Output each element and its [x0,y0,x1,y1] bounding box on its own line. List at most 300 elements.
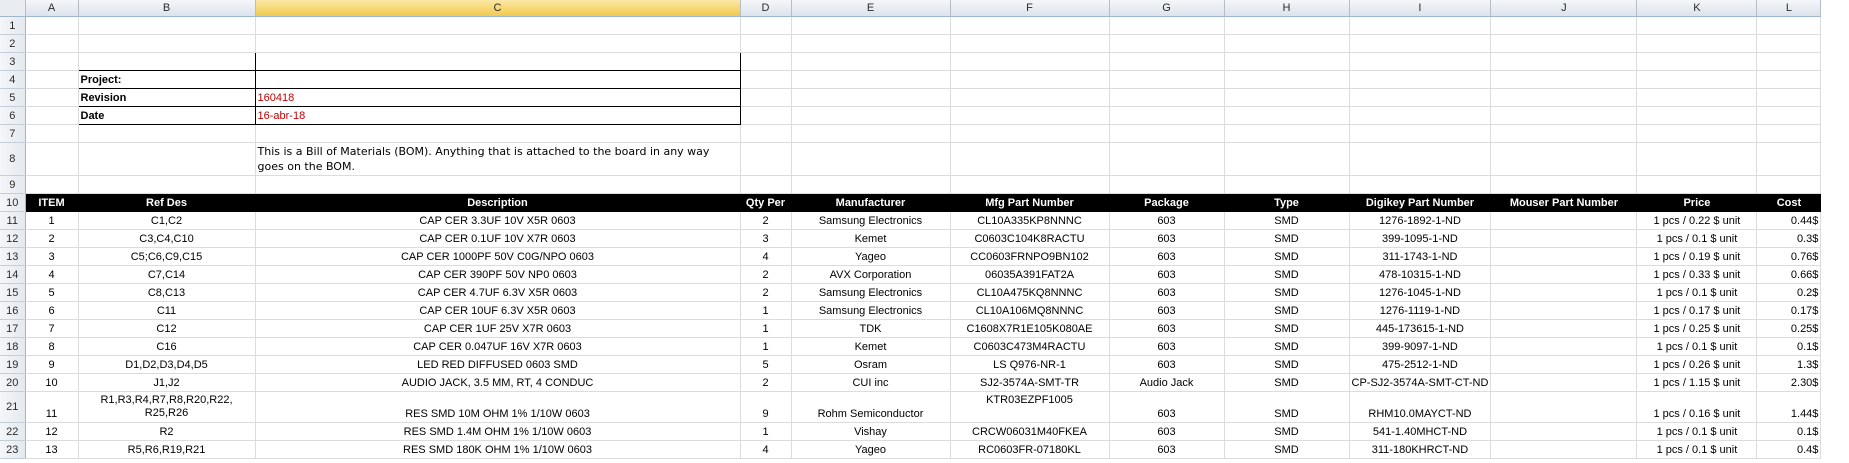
bom-mfg-part-number[interactable]: KTR03EZPF1005 [950,392,1109,423]
bom-digikey-part-number[interactable]: 311-1743-1-ND [1349,248,1491,266]
bom-mouser-part-number[interactable] [1491,441,1637,459]
cell[interactable] [1757,143,1821,176]
bom-qty[interactable]: 3 [740,230,791,248]
bom-mouser-part-number[interactable] [1491,356,1637,374]
cell[interactable] [1109,107,1224,125]
cell[interactable] [1637,53,1757,71]
cell[interactable] [1491,89,1637,107]
project-value[interactable] [255,71,740,89]
cell[interactable] [791,125,950,143]
bom-mfg-part-number[interactable]: CL10A335KP8NNNC [950,212,1109,230]
cell[interactable] [25,176,78,194]
bom-cost[interactable]: 0.4$ [1757,441,1821,459]
row-header[interactable]: 16 [0,302,25,320]
cell[interactable] [1757,35,1821,53]
cell[interactable] [1224,53,1349,71]
bom-ref-des[interactable]: C11 [78,302,255,320]
bom-price[interactable]: 1 pcs / 0.19 $ unit [1637,248,1757,266]
bom-description[interactable]: RES SMD 180K OHM 1% 1/10W 0603 [255,441,740,459]
bom-mouser-part-number[interactable] [1491,248,1637,266]
bom-digikey-part-number[interactable]: RHM10.0MAYCT-ND [1349,392,1491,423]
bom-mouser-part-number[interactable] [1491,212,1637,230]
bom-mouser-part-number[interactable] [1491,374,1637,392]
column-header[interactable]: A [25,0,78,17]
project-box-top-right[interactable] [255,53,740,71]
bom-mfg-part-number[interactable]: 06035A391FAT2A [950,266,1109,284]
cell[interactable] [1109,53,1224,71]
project-box-top-left[interactable] [78,53,255,71]
cell[interactable] [791,89,950,107]
bom-mfg-part-number[interactable]: CC0603FRNPO9BN102 [950,248,1109,266]
cell[interactable] [25,17,78,35]
bom-package[interactable]: 603 [1109,392,1224,423]
cell[interactable] [25,71,78,89]
cell[interactable] [1349,71,1491,89]
bom-package[interactable]: 603 [1109,230,1224,248]
cell[interactable] [950,176,1109,194]
cell[interactable] [791,17,950,35]
cell[interactable] [1757,71,1821,89]
cell[interactable] [1757,176,1821,194]
bom-description[interactable]: CAP CER 10UF 6.3V X5R 0603 [255,302,740,320]
bom-manufacturer[interactable]: Samsung Electronics [791,212,950,230]
bom-ref-des[interactable]: C12 [78,320,255,338]
bom-price[interactable]: 1 pcs / 0.17 $ unit [1637,302,1757,320]
bom-package[interactable]: 603 [1109,356,1224,374]
select-all-corner[interactable] [0,0,25,17]
bom-package[interactable]: 603 [1109,248,1224,266]
cell[interactable] [1349,143,1491,176]
bom-digikey-part-number[interactable]: 311-180KHRCT-ND [1349,441,1491,459]
cell[interactable] [1637,143,1757,176]
bom-price[interactable]: 1 pcs / 1.15 $ unit [1637,374,1757,392]
bom-qty[interactable]: 4 [740,248,791,266]
bom-item[interactable]: 6 [25,302,78,320]
cell[interactable] [25,125,78,143]
cell[interactable] [25,35,78,53]
cell[interactable] [1491,71,1637,89]
cell[interactable] [740,71,791,89]
bom-qty[interactable]: 1 [740,302,791,320]
column-header-selected[interactable]: C [255,0,740,17]
cell[interactable] [1109,176,1224,194]
cell[interactable] [1757,107,1821,125]
cell[interactable] [1349,176,1491,194]
bom-package[interactable]: 603 [1109,266,1224,284]
bom-description[interactable]: CAP CER 1UF 25V X7R 0603 [255,320,740,338]
cell[interactable] [1349,53,1491,71]
cell[interactable] [25,89,78,107]
cell[interactable] [791,176,950,194]
header-digikey-part-number[interactable]: Digikey Part Number [1349,194,1491,212]
bom-mfg-part-number[interactable]: CL10A106MQ8NNNC [950,302,1109,320]
bom-description[interactable]: RES SMD 10M OHM 1% 1/10W 0603 [255,392,740,423]
bom-qty[interactable]: 9 [740,392,791,423]
bom-note[interactable]: This is a Bill of Materials (BOM). Anything that is attached to the board in any way goes on the BOM. [255,143,740,176]
row-header[interactable]: 12 [0,230,25,248]
cell[interactable] [791,35,950,53]
cell[interactable] [791,107,950,125]
cell[interactable] [1349,89,1491,107]
bom-manufacturer[interactable]: Samsung Electronics [791,302,950,320]
row-header[interactable]: 23 [0,441,25,459]
cell[interactable] [1491,176,1637,194]
bom-item[interactable]: 12 [25,423,78,441]
cell[interactable] [1224,17,1349,35]
bom-digikey-part-number[interactable]: 399-9097-1-ND [1349,338,1491,356]
bom-manufacturer[interactable]: AVX Corporation [791,266,950,284]
bom-cost[interactable]: 0.76$ [1757,248,1821,266]
bom-cost[interactable]: 0.66$ [1757,266,1821,284]
bom-item[interactable]: 3 [25,248,78,266]
cell[interactable] [78,143,255,176]
cell[interactable] [1224,107,1349,125]
cell[interactable] [1109,17,1224,35]
cell[interactable] [1637,35,1757,53]
bom-package[interactable]: 603 [1109,441,1224,459]
row-header[interactable]: 4 [0,71,25,89]
cell[interactable] [740,89,791,107]
bom-description[interactable]: CAP CER 0.047UF 16V X7R 0603 [255,338,740,356]
bom-ref-des[interactable]: D1,D2,D3,D4,D5 [78,356,255,374]
bom-cost[interactable]: 1.3$ [1757,356,1821,374]
header-type[interactable]: Type [1224,194,1349,212]
row-header[interactable]: 18 [0,338,25,356]
cell[interactable] [1349,35,1491,53]
header-description[interactable]: Description [255,194,740,212]
bom-mouser-part-number[interactable] [1491,302,1637,320]
cell[interactable] [1491,107,1637,125]
bom-description[interactable]: CAP CER 0.1UF 10V X7R 0603 [255,230,740,248]
bom-price[interactable]: 1 pcs / 0.1 $ unit [1637,441,1757,459]
bom-description[interactable]: AUDIO JACK, 3.5 MM, RT, 4 CONDUC [255,374,740,392]
bom-price[interactable]: 1 pcs / 0.25 $ unit [1637,320,1757,338]
bom-package[interactable]: 603 [1109,423,1224,441]
bom-price[interactable]: 1 pcs / 0.33 $ unit [1637,266,1757,284]
cell[interactable] [1491,143,1637,176]
cell[interactable] [740,17,791,35]
bom-package[interactable]: 603 [1109,302,1224,320]
cell[interactable] [1757,17,1821,35]
bom-price[interactable]: 1 pcs / 0.1 $ unit [1637,230,1757,248]
bom-digikey-part-number[interactable]: 475-2512-1-ND [1349,356,1491,374]
cell[interactable] [78,17,255,35]
row-header[interactable]: 3 [0,53,25,71]
bom-type[interactable]: SMD [1224,356,1349,374]
bom-type[interactable]: SMD [1224,423,1349,441]
bom-qty[interactable]: 2 [740,374,791,392]
row-header[interactable]: 22 [0,423,25,441]
column-header[interactable]: I [1349,0,1491,17]
cell[interactable] [1491,35,1637,53]
bom-manufacturer[interactable]: TDK [791,320,950,338]
bom-mouser-part-number[interactable] [1491,392,1637,423]
bom-digikey-part-number[interactable]: 399-1095-1-ND [1349,230,1491,248]
bom-mfg-part-number[interactable]: C1608X7R1E105K080AE [950,320,1109,338]
bom-qty[interactable]: 1 [740,320,791,338]
bom-type[interactable]: SMD [1224,248,1349,266]
revision-value[interactable]: 160418 [255,89,740,107]
cell[interactable] [1109,143,1224,176]
bom-mfg-part-number[interactable]: LS Q976-NR-1 [950,356,1109,374]
bom-description[interactable]: LED RED DIFFUSED 0603 SMD [255,356,740,374]
row-header[interactable]: 5 [0,89,25,107]
cell[interactable] [1637,17,1757,35]
cell[interactable] [1349,107,1491,125]
bom-mfg-part-number[interactable]: C0603C104K8RACTU [950,230,1109,248]
bom-mfg-part-number[interactable]: SJ2-3574A-SMT-TR [950,374,1109,392]
cell[interactable] [740,143,791,176]
column-header[interactable]: K [1637,0,1757,17]
bom-ref-des[interactable]: C8,C13 [78,284,255,302]
cell[interactable] [740,125,791,143]
bom-manufacturer[interactable]: Vishay [791,423,950,441]
bom-cost[interactable]: 0.2$ [1757,284,1821,302]
cell[interactable] [1757,125,1821,143]
bom-type[interactable]: SMD [1224,374,1349,392]
cell[interactable] [78,125,255,143]
bom-cost[interactable]: 0.3$ [1757,230,1821,248]
bom-mouser-part-number[interactable] [1491,230,1637,248]
bom-digikey-part-number[interactable]: 1276-1892-1-ND [1349,212,1491,230]
column-header[interactable]: F [950,0,1109,17]
header-manufacturer[interactable]: Manufacturer [791,194,950,212]
cell[interactable] [1637,89,1757,107]
cell[interactable] [1637,176,1757,194]
bom-cost[interactable]: 2.30$ [1757,374,1821,392]
bom-cost[interactable]: 0.17$ [1757,302,1821,320]
bom-mfg-part-number[interactable]: C0603C473M4RACTU [950,338,1109,356]
cell[interactable] [950,89,1109,107]
cell[interactable] [1109,89,1224,107]
bom-description[interactable]: CAP CER 1000PF 50V C0G/NPO 0603 [255,248,740,266]
bom-digikey-part-number[interactable]: 541-1.40MHCT-ND [1349,423,1491,441]
bom-mouser-part-number[interactable] [1491,266,1637,284]
bom-description[interactable]: CAP CER 3.3UF 10V X5R 0603 [255,212,740,230]
bom-item[interactable]: 11 [25,392,78,423]
cell[interactable] [1349,125,1491,143]
bom-manufacturer[interactable]: Rohm Semiconductor [791,392,950,423]
header-mouser-part-number[interactable]: Mouser Part Number [1491,194,1637,212]
bom-mouser-part-number[interactable] [1491,423,1637,441]
cell[interactable] [791,53,950,71]
column-header[interactable]: D [740,0,791,17]
bom-mouser-part-number[interactable] [1491,338,1637,356]
bom-type[interactable]: SMD [1224,302,1349,320]
cell[interactable] [1224,176,1349,194]
bom-ref-des[interactable]: C5;C6,C9,C15 [78,248,255,266]
bom-ref-des[interactable]: C1,C2 [78,212,255,230]
cell[interactable] [1491,125,1637,143]
bom-mfg-part-number[interactable]: RC0603FR-07180KL [950,441,1109,459]
cell[interactable] [1757,53,1821,71]
row-header[interactable]: 6 [0,107,25,125]
bom-qty[interactable]: 2 [740,266,791,284]
bom-digikey-part-number[interactable]: 1276-1045-1-ND [1349,284,1491,302]
bom-qty[interactable]: 1 [740,338,791,356]
cell[interactable] [950,125,1109,143]
bom-digikey-part-number[interactable]: 445-173615-1-ND [1349,320,1491,338]
date-value[interactable]: 16-abr-18 [255,107,740,125]
bom-item[interactable]: 5 [25,284,78,302]
cell[interactable] [1349,17,1491,35]
row-header[interactable]: 2 [0,35,25,53]
bom-price[interactable]: 1 pcs / 0.1 $ unit [1637,284,1757,302]
bom-price[interactable]: 1 pcs / 0.16 $ unit [1637,392,1757,423]
bom-digikey-part-number[interactable]: CP-SJ2-3574A-SMT-CT-ND [1349,374,1491,392]
column-header[interactable]: H [1224,0,1349,17]
bom-cost[interactable]: 0.44$ [1757,212,1821,230]
cell[interactable] [255,17,740,35]
row-header[interactable]: 13 [0,248,25,266]
header-mfg-part-number[interactable]: Mfg Part Number [950,194,1109,212]
bom-cost[interactable]: 0.1$ [1757,423,1821,441]
cell[interactable] [25,143,78,176]
bom-manufacturer[interactable]: Osram [791,356,950,374]
cell[interactable] [740,107,791,125]
bom-package[interactable]: 603 [1109,284,1224,302]
bom-package[interactable]: 603 [1109,320,1224,338]
bom-ref-des[interactable]: C7,C14 [78,266,255,284]
bom-ref-des[interactable]: C16 [78,338,255,356]
bom-ref-des[interactable]: R1,R3,R4,R7,R8,R20,R22, R25,R26 [78,392,255,423]
bom-type[interactable]: SMD [1224,392,1349,423]
bom-type[interactable]: SMD [1224,320,1349,338]
bom-description[interactable]: CAP CER 4.7UF 6.3V X5R 0603 [255,284,740,302]
bom-item[interactable]: 10 [25,374,78,392]
bom-item[interactable]: 13 [25,441,78,459]
row-header[interactable]: 11 [0,212,25,230]
cell[interactable] [255,35,740,53]
header-package[interactable]: Package [1109,194,1224,212]
cell[interactable] [791,143,950,176]
bom-package[interactable]: Audio Jack [1109,374,1224,392]
cell[interactable] [740,176,791,194]
bom-item[interactable]: 1 [25,212,78,230]
cell[interactable] [1224,71,1349,89]
bom-manufacturer[interactable]: Kemet [791,338,950,356]
row-header[interactable]: 9 [0,176,25,194]
cell[interactable] [25,107,78,125]
cell[interactable] [255,125,740,143]
header-price[interactable]: Price [1637,194,1757,212]
row-header[interactable]: 14 [0,266,25,284]
bom-item[interactable]: 8 [25,338,78,356]
row-header[interactable]: 15 [0,284,25,302]
bom-ref-des[interactable]: R2 [78,423,255,441]
cell[interactable] [1224,89,1349,107]
cell[interactable] [1637,125,1757,143]
cell[interactable] [1637,107,1757,125]
bom-qty[interactable]: 5 [740,356,791,374]
cell[interactable] [950,71,1109,89]
cell[interactable] [740,53,791,71]
row-header[interactable]: 20 [0,374,25,392]
bom-type[interactable]: SMD [1224,230,1349,248]
bom-qty[interactable]: 2 [740,284,791,302]
bom-price[interactable]: 1 pcs / 0.26 $ unit [1637,356,1757,374]
project-label[interactable]: Project: [78,71,255,89]
bom-digikey-part-number[interactable]: 1276-1119-1-ND [1349,302,1491,320]
bom-type[interactable]: SMD [1224,266,1349,284]
cell[interactable] [740,35,791,53]
bom-manufacturer[interactable]: Yageo [791,248,950,266]
column-header[interactable]: G [1109,0,1224,17]
bom-cost[interactable]: 0.1$ [1757,338,1821,356]
cell[interactable] [950,107,1109,125]
cell[interactable] [1109,35,1224,53]
bom-cost[interactable]: 0.25$ [1757,320,1821,338]
cell[interactable] [255,176,740,194]
cell[interactable] [78,176,255,194]
cell[interactable] [25,53,78,71]
bom-manufacturer[interactable]: Yageo [791,441,950,459]
bom-item[interactable]: 4 [25,266,78,284]
cell[interactable] [950,35,1109,53]
bom-manufacturer[interactable]: Samsung Electronics [791,284,950,302]
cell[interactable] [1224,143,1349,176]
header-item[interactable]: ITEM [25,194,78,212]
cell[interactable] [1757,89,1821,107]
cell[interactable] [1491,17,1637,35]
header-ref-des[interactable]: Ref Des [78,194,255,212]
cell[interactable] [1224,125,1349,143]
bom-cost[interactable]: 1.44$ [1757,392,1821,423]
bom-manufacturer[interactable]: CUI inc [791,374,950,392]
bom-price[interactable]: 1 pcs / 0.22 $ unit [1637,212,1757,230]
bom-digikey-part-number[interactable]: 478-10315-1-ND [1349,266,1491,284]
bom-item[interactable]: 2 [25,230,78,248]
cell[interactable] [1491,53,1637,71]
bom-manufacturer[interactable]: Kemet [791,230,950,248]
bom-type[interactable]: SMD [1224,338,1349,356]
bom-type[interactable]: SMD [1224,284,1349,302]
bom-price[interactable]: 1 pcs / 0.1 $ unit [1637,423,1757,441]
bom-package[interactable]: 603 [1109,338,1224,356]
bom-mfg-part-number[interactable]: CRCW06031M40FKEA [950,423,1109,441]
cell[interactable] [1637,71,1757,89]
column-header[interactable]: L [1757,0,1821,17]
cell[interactable] [950,53,1109,71]
row-header[interactable]: 8 [0,143,25,176]
cell[interactable] [1109,71,1224,89]
bom-item[interactable]: 9 [25,356,78,374]
bom-description[interactable]: CAP CER 390PF 50V NP0 0603 [255,266,740,284]
row-header[interactable]: 1 [0,17,25,35]
cell[interactable] [950,17,1109,35]
bom-package[interactable]: 603 [1109,212,1224,230]
bom-ref-des[interactable]: C3,C4,C10 [78,230,255,248]
bom-ref-des[interactable]: R5,R6,R19,R21 [78,441,255,459]
bom-mouser-part-number[interactable] [1491,284,1637,302]
row-header[interactable]: 17 [0,320,25,338]
cell[interactable] [1224,35,1349,53]
row-header[interactable]: 7 [0,125,25,143]
bom-item[interactable]: 7 [25,320,78,338]
bom-type[interactable]: SMD [1224,212,1349,230]
column-header[interactable]: B [78,0,255,17]
revision-label[interactable]: Revision [78,89,255,107]
row-header[interactable]: 21 [0,392,25,423]
date-label[interactable]: Date [78,107,255,125]
bom-qty[interactable]: 1 [740,423,791,441]
column-header[interactable]: J [1491,0,1637,17]
bom-qty[interactable]: 4 [740,441,791,459]
row-header[interactable]: 10 [0,194,25,212]
header-cost[interactable]: Cost [1757,194,1821,212]
bom-type[interactable]: SMD [1224,441,1349,459]
row-header[interactable]: 19 [0,356,25,374]
